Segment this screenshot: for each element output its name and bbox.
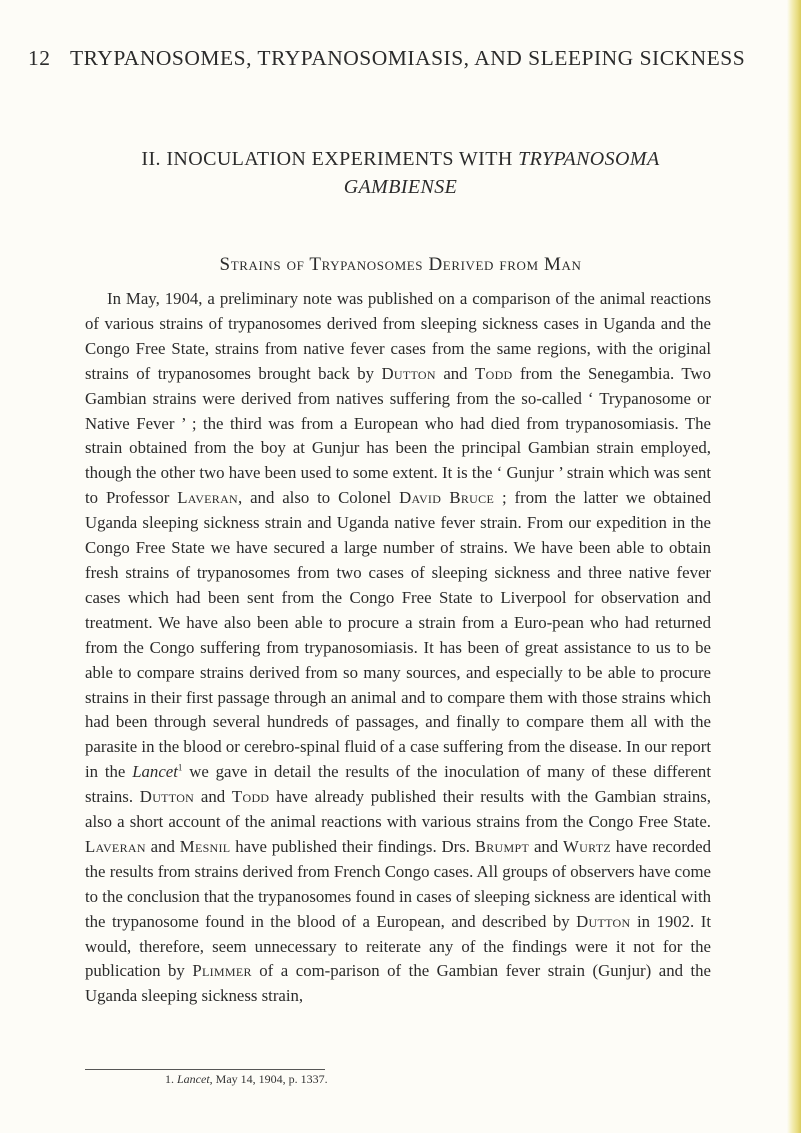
author-name: Brumpt <box>474 836 530 856</box>
text-run: ; from the latter we obtained Uganda sleeping sickness strain and Uganda native fever strain. From our expedition in the Congo Free State we have secured a large number of strains. We have been able to obtain fresh strains of trypanosomes from two cases of sleeping sickness and three native fever cases which had been sent from the Congo Free State to Liverpool for observation and treatment. We have also been able to procure a strain from a Euro-pean who had returned from the Congo suffering from trypanosomiasis. It has been of great assistance to us to be able to compare strains derived from so many sources, and especially to be able to procure strains in their first passage through an animal and to compare them with those strains which had been through several hundreds of passages, and finally to compare them all with the parasite in the blood or cerebro-spinal fluid of a case suffering from the disease. In our report in the <box>85 488 712 782</box>
text-run: In May, 1904, a preliminary note was published on a comparison of the animal reactions of various strains of trypanosomes derived from sleeping sickness cases in Uganda and the Congo Free State, strains from native fever cases from the same regions, with the original strains of trypanosomes brought back by <box>85 289 711 383</box>
running-head-title: TRYPANOSOMES, TRYPANOSOMIASIS, AND SLEEPING SICKNESS <box>70 46 746 70</box>
author-name: Mesnil <box>179 836 231 856</box>
text-run: have already published their results with the Gambian strains, also a short account of the animal reactions with various strains from the Congo Free State. <box>85 787 711 832</box>
author-name: Todd <box>475 363 513 383</box>
text-run: in 1902. It would, therefore, seem unnecessary to reiterate any of the findings were it not for the publication by <box>85 911 711 981</box>
footnote-citation: , May 14, 1904, p. 1337. <box>209 1072 328 1086</box>
author-name: Laveran <box>85 836 146 856</box>
author-name: Dutton <box>576 911 631 931</box>
section-title-text: INOCULATION EXPERIMENTS WITH <box>166 148 513 170</box>
footnote-marker: 1 <box>177 762 183 773</box>
author-name: Wurtz <box>563 836 611 856</box>
page-number: 12 <box>28 46 51 70</box>
journal-title: Lancet <box>132 762 178 782</box>
text-run: have published their findings. Drs. <box>230 836 475 856</box>
text-run: we gave in detail the results of the inoculation of many of these different strains. <box>85 762 711 807</box>
author-name: Dutton <box>139 787 195 807</box>
footnote <box>165 1072 328 1087</box>
text-run: and <box>529 836 564 856</box>
text-run: of a com-parison of the Gambian fever strain (Gunjur) and the Uganda sleeping sickness strain, <box>85 961 711 1006</box>
author-name: David Bruce <box>399 488 495 508</box>
text-run: from the Senegambia. Two Gambian strains were derived from natives suffering from the so-called ‘ Trypanosome or Native Fever ’ ; the third was from a European who had died from trypanosomiasis. The strain obtained from the boy at Gunjur has been the principal Gambian strain employed, though the other two have been used to some extent. It is the ‘ Gunjur ’ strain which was sent to Professor <box>85 363 711 508</box>
section-numeral: II. <box>141 148 161 170</box>
section-title-species-2: GAMBIENSE <box>343 176 458 198</box>
section-title-species-1: TRYPANOSOMA <box>518 148 660 170</box>
running-head <box>28 46 746 71</box>
text-run: and <box>435 363 476 383</box>
section-title-line-1 <box>0 145 801 173</box>
body-paragraph <box>85 287 711 1009</box>
author-name: Todd <box>231 787 270 807</box>
text-run: have recorded the results from strains derived from French Congo cases. All groups of observers have come to the conclusion that the trypanosomes found in cases of sleeping sickness are identical with the trypanosome found in the blood of a European, and described by <box>85 836 712 931</box>
text-run: and <box>145 836 180 856</box>
footnote-source: Lancet <box>177 1072 210 1086</box>
author-name: Laveran <box>177 488 239 508</box>
author-name: Plimmer <box>192 961 252 981</box>
author-name: Dutton <box>381 363 436 383</box>
footnote-rule <box>85 1069 325 1070</box>
subheading: Strains of Trypanosomes Derived from Man <box>219 254 582 275</box>
text-run: and <box>194 787 232 807</box>
footnote-number: 1. <box>165 1072 174 1086</box>
text-run: , and also to Colonel <box>238 488 400 508</box>
section-title <box>0 145 801 201</box>
